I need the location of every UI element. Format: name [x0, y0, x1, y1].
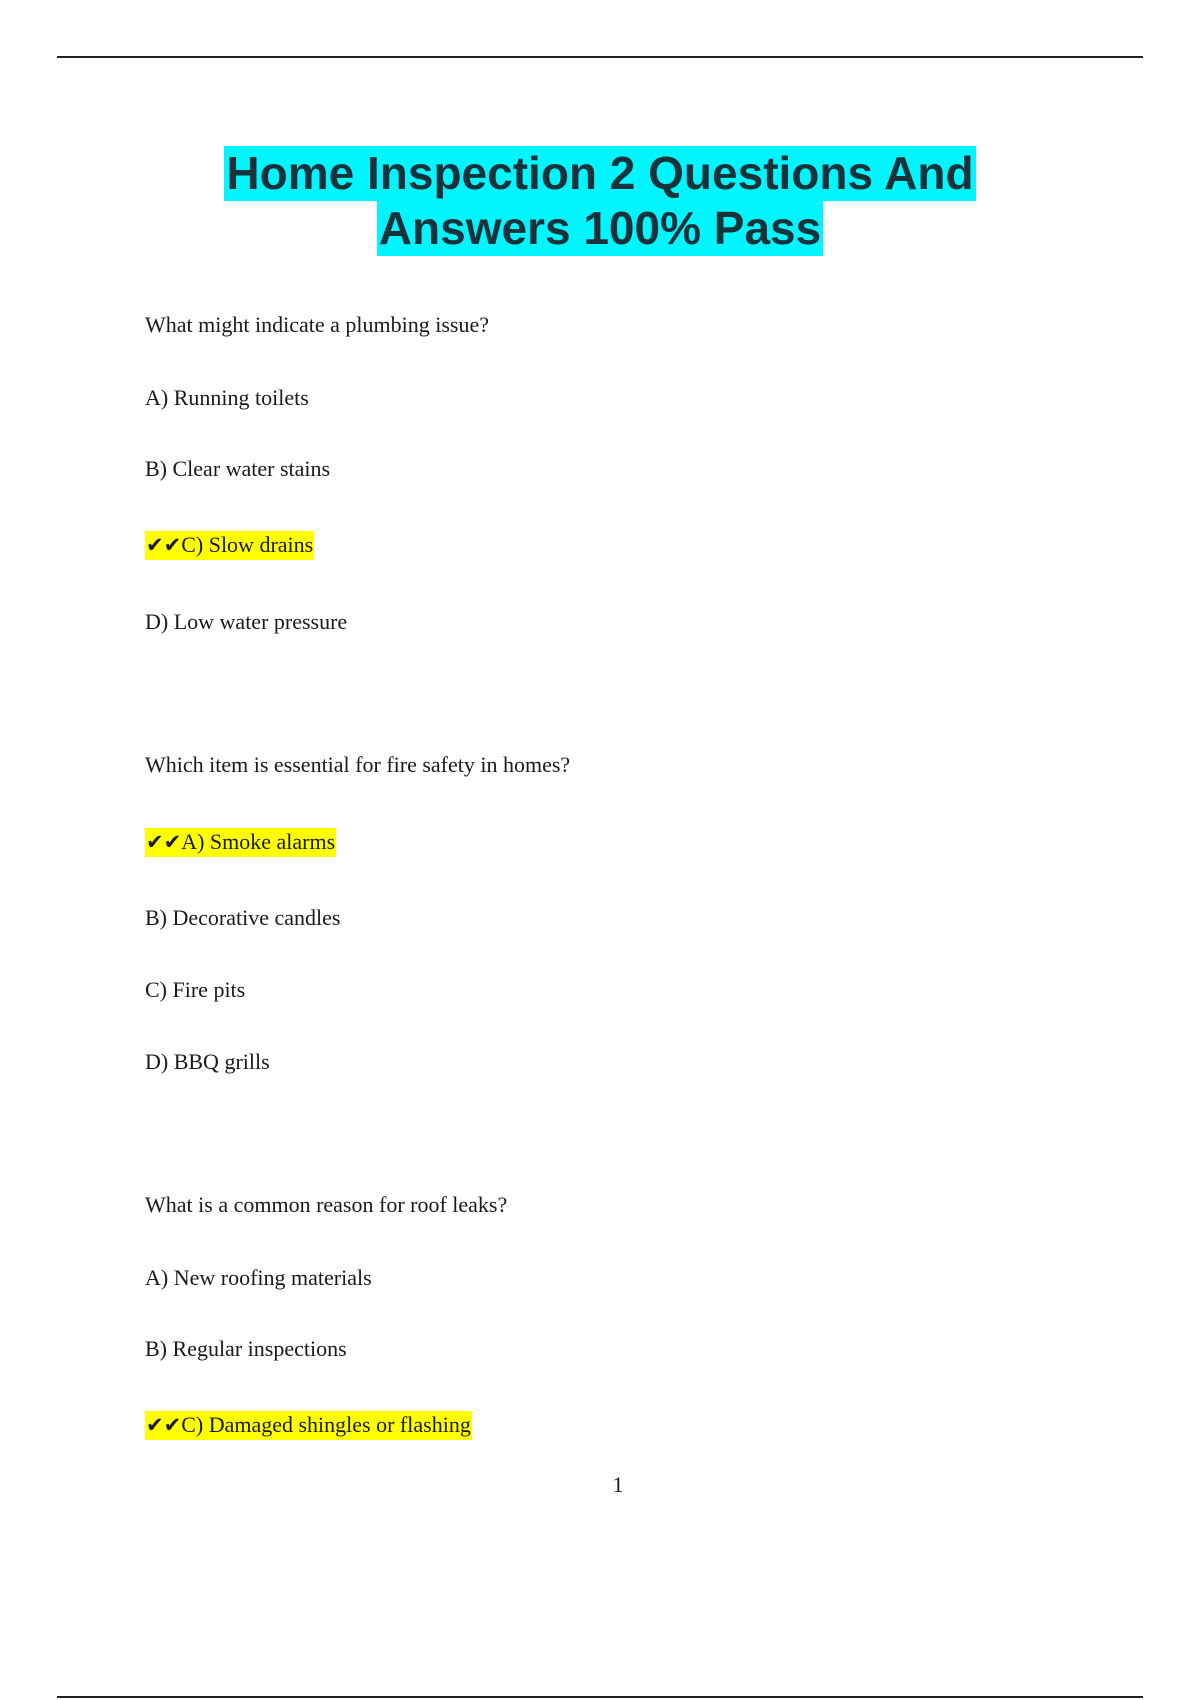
q3-option-a: A) New roofing materials [145, 1265, 372, 1290]
option-label: C) Slow drains [181, 532, 314, 557]
q1-option-b: B) Clear water stains [145, 456, 331, 481]
double-check-icon: ✔✔ [146, 1413, 182, 1437]
q3-option-c-correct [145, 1410, 472, 1440]
answer-highlight [145, 828, 336, 857]
q3-option-b: B) Regular inspections [145, 1336, 347, 1361]
q1-option-a: A) Running toilets [145, 385, 309, 410]
double-check-icon: ✔✔ [146, 533, 182, 557]
double-check-icon: ✔✔ [146, 830, 182, 854]
bottom-rule [57, 1696, 1143, 1698]
q2-option-d: D) BBQ grills [145, 1049, 270, 1074]
q1-option-c-correct [145, 530, 314, 560]
page-number: 1 [612, 1472, 624, 1497]
option-label: C) Damaged shingles or flashing [181, 1412, 471, 1437]
option-label: A) Smoke alarms [181, 829, 336, 854]
q2-option-c: C) Fire pits [145, 977, 246, 1002]
question-2: Which item is essential for fire safety in homes? [145, 752, 571, 777]
title-line-1: Home Inspection 2 Questions And [226, 147, 974, 199]
answer-highlight [145, 1411, 472, 1440]
q1-option-d: D) Low water pressure [145, 609, 348, 634]
question-3: What is a common reason for roof leaks? [145, 1192, 508, 1217]
q2-option-b: B) Decorative candles [145, 905, 341, 930]
answer-highlight [145, 531, 314, 560]
page-title [0, 146, 1200, 256]
top-rule [57, 56, 1143, 58]
title-line-2: Answers 100% Pass [378, 202, 822, 254]
question-1: What might indicate a plumbing issue? [145, 312, 489, 337]
q2-option-a-correct [145, 827, 336, 857]
